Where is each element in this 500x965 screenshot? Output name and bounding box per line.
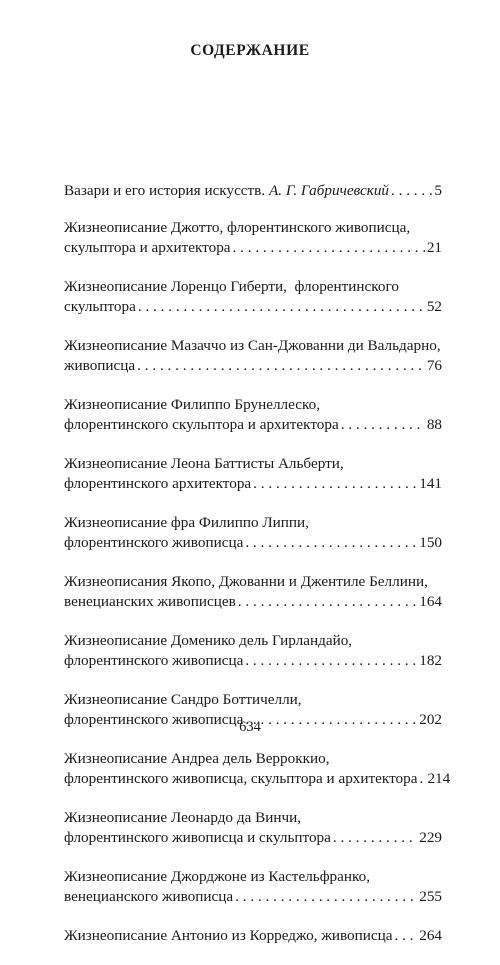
toc-entry — [64, 749, 451, 789]
toc-entry-line — [64, 238, 442, 258]
toc-entry — [64, 181, 442, 201]
toc-entry-title — [64, 181, 389, 201]
dot-leader — [333, 828, 417, 848]
toc-entry-page: 164 — [419, 593, 442, 610]
dot-leader — [245, 533, 417, 553]
toc-entry-line — [64, 769, 451, 789]
page-title: СОДЕРЖАНИЕ — [190, 42, 310, 59]
toc-entry-line — [64, 181, 442, 201]
toc-entry-page: 229 — [419, 829, 442, 846]
toc-entry — [64, 808, 442, 848]
dot-leader — [394, 926, 417, 946]
toc-entry-author: А. Г. Габричевский — [268, 182, 390, 199]
toc-entry-page: 214 — [427, 770, 451, 787]
toc-entry-title-cont: скульптора и архитектора — [64, 239, 231, 256]
toc-entry-line — [64, 828, 442, 848]
toc-entry-title: Жизнеописание Мазаччо из Сан-Джованни ди Вальдарно, — [64, 337, 441, 354]
toc-entry-title-cont: флорентинского живописца, скульптора и архитектора — [64, 770, 418, 787]
toc-entry-title: Жизнеописание Джотто, флорентинского живописца, — [64, 219, 411, 236]
toc-entry-page: 150 — [419, 534, 442, 551]
toc-entry-page: 88 — [426, 416, 442, 433]
toc-entry-title-cont: флорентинского живописца — [64, 534, 244, 551]
dot-leader — [235, 887, 417, 907]
toc-entry-title: Жизнеописание Джорджоне из Кастельфранко, — [64, 868, 370, 885]
toc-entry-title: Жизнеописание Доменико дель Гирландайо, — [64, 632, 353, 649]
dot-leader — [341, 415, 425, 435]
toc-entry-line — [64, 926, 442, 946]
toc-entry — [64, 867, 442, 907]
dot-leader — [238, 592, 417, 612]
toc-entry — [64, 572, 442, 612]
dot-leader — [253, 474, 417, 494]
toc-entry-line — [64, 356, 442, 376]
toc-entry-line — [64, 592, 442, 612]
toc-entry-title: Жизнеописание Сандро Боттичелли, — [64, 691, 302, 708]
toc-entry-title: Жизнеописание Антонио из Корреджо, живописца — [64, 927, 393, 944]
dot-leader — [419, 769, 425, 789]
toc-entry-title: Жизнеописание Леона Баттисты Альберти, — [64, 455, 344, 472]
toc-entry-title: Жизнеописание Леонардо да Винчи, — [64, 809, 302, 826]
toc-entry-title: Жизнеописание Лоренцо Гиберти, флорентинского — [64, 278, 399, 295]
toc-entry-title-cont: скульптора — [64, 298, 136, 315]
toc-entry-title-cont: флорентинского скульптора и архитектора — [64, 416, 339, 433]
dot-leader — [233, 238, 425, 258]
toc-entry-title-cont: венецианских живописцев — [64, 593, 236, 610]
table-of-contents — [64, 181, 451, 965]
toc-entry-title-cont: флорентинского живописца и скульптора — [64, 829, 331, 846]
toc-entry-page: 255 — [419, 888, 442, 905]
toc-entry — [64, 513, 442, 553]
toc-entry — [64, 277, 442, 317]
toc-entry-page: 76 — [426, 357, 442, 374]
toc-entry-title-cont: флорентинского живописца — [64, 711, 244, 728]
dot-leader — [137, 356, 425, 376]
toc-entry — [64, 631, 442, 671]
toc-entry-title: Жизнеописание Андреа дель Верроккио, — [64, 750, 330, 767]
toc-entry-line — [64, 533, 442, 553]
toc-entry-page: 52 — [426, 298, 442, 315]
toc-entry-page: 141 — [419, 475, 442, 492]
dot-leader — [138, 297, 425, 317]
toc-entry-line — [64, 297, 442, 317]
toc-entry-line — [64, 415, 442, 435]
toc-entry-line — [64, 651, 442, 671]
toc-entry — [64, 395, 442, 435]
toc-entry-line — [64, 474, 442, 494]
toc-entry-title-cont: флорентинского архитектора — [64, 475, 252, 492]
toc-entry-title-cont: венецианского живописца — [64, 888, 234, 905]
toc-entry-title: Жизнеописание фра Филиппо Липпи, — [64, 514, 309, 531]
toc-entry-page: 264 — [419, 927, 442, 944]
toc-entry-title-cont: живописца — [64, 357, 136, 374]
toc-entry-title: Жизнеописание Филиппо Брунеллеско, — [64, 396, 320, 413]
toc-entry-page: 202 — [419, 711, 442, 728]
toc-entry-page: 5 — [434, 182, 442, 199]
toc-entry-page: 21 — [426, 239, 442, 256]
toc-entry — [64, 336, 442, 376]
dot-leader — [245, 651, 417, 671]
toc-entry-line — [64, 887, 442, 907]
toc-entry — [64, 218, 442, 258]
toc-entry — [64, 454, 442, 494]
toc-entry-page: 182 — [419, 652, 442, 669]
toc-entry-title-cont: флорентинского живописца — [64, 652, 244, 669]
toc-entry-title: Жизнеописания Якопо, Джованни и Джентиле Беллини, — [64, 573, 428, 590]
toc-entry-text: Вазари и его история искусств. — [64, 182, 266, 199]
dot-leader — [391, 181, 432, 201]
page-number: 634 — [239, 719, 261, 735]
toc-entry — [64, 926, 442, 946]
